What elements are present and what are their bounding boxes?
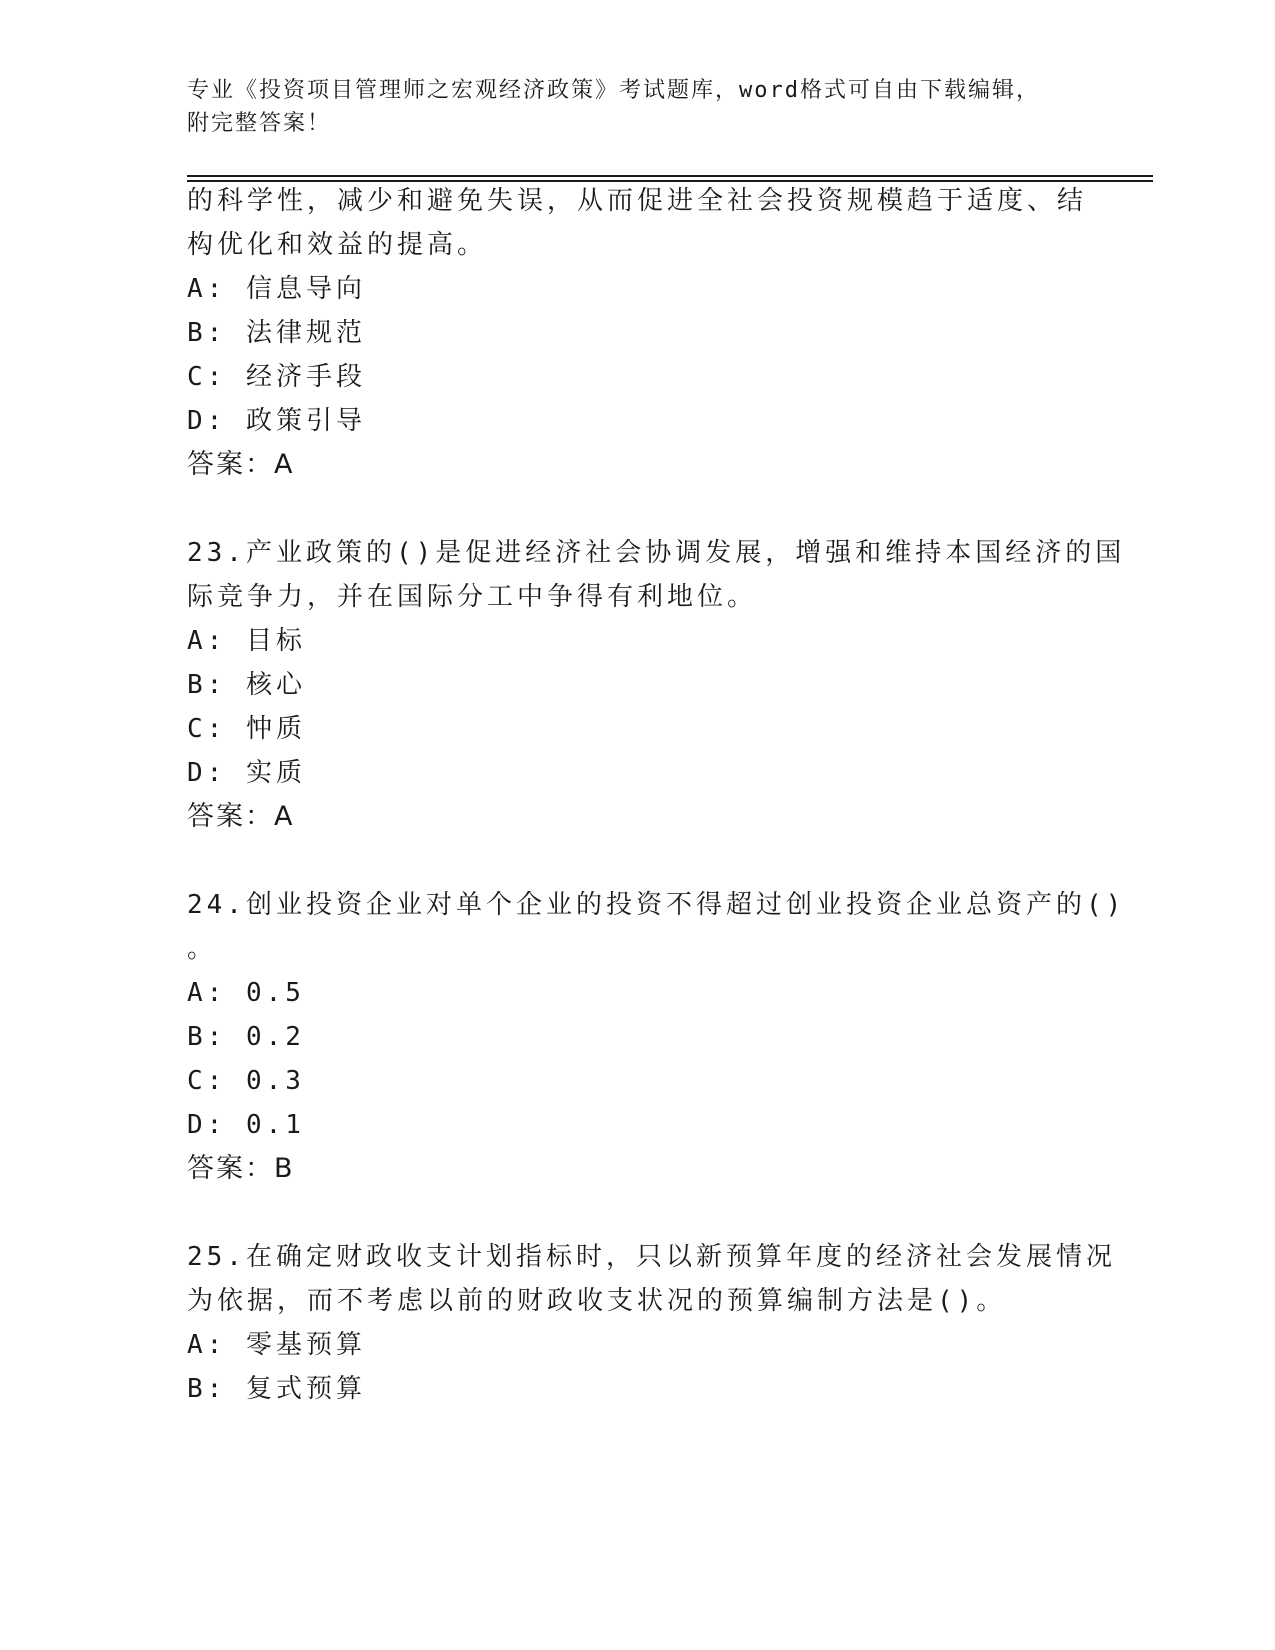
- header-divider-top: [187, 175, 1153, 177]
- option-b: B: 复式预算: [187, 1374, 366, 1404]
- option-d: D: 实质: [187, 758, 306, 788]
- option-d: D: 政策引导: [187, 406, 366, 436]
- option-b: B: 法律规范: [187, 318, 366, 348]
- question-stem-line: 构优化和效益的提高。: [187, 230, 488, 260]
- option-c: C: 经济手段: [187, 362, 366, 392]
- header-divider-bottom: [187, 180, 1153, 182]
- option-d: D: 0.1: [187, 1110, 305, 1140]
- option-b: B: 核心: [187, 670, 306, 700]
- answer-label: 答案：A: [187, 801, 295, 832]
- question-stem-line: 23.产业政策的()是促进经济社会协调发展，增强和维持本国经济的国: [187, 538, 1126, 568]
- question-stem-line: 25.在确定财政收支计划指标时，只以新预算年度的经济社会发展情况: [187, 1242, 1116, 1272]
- option-a: A: 零基预算: [187, 1330, 366, 1360]
- option-c: C: 0.3: [187, 1066, 305, 1096]
- answer-label: 答案：A: [187, 449, 295, 480]
- question-stem-line: 24.创业投资企业对单个企业的投资不得超过创业投资企业总资产的(): [187, 890, 1126, 920]
- answer-label: 答案：B: [187, 1153, 295, 1184]
- option-a: A: 目标: [187, 626, 306, 656]
- header-line-2: 附完整答案！: [187, 111, 332, 136]
- question-stem-line: 际竞争力，并在国际分工中争得有利地位。: [187, 582, 758, 612]
- question-stem-line: 为依据，而不考虑以前的财政收支状况的预算编制方法是()。: [187, 1286, 1007, 1316]
- option-a: A: 0.5: [187, 978, 305, 1008]
- option-c: C: 忡质: [187, 714, 306, 744]
- header-line-1: 专业《投资项目管理师之宏观经济政策》考试题库，word格式可自由下载编辑，: [187, 78, 1040, 103]
- question-stem-line: 的科学性，减少和避免失误，从而促进全社会投资规模趋于适度、结: [187, 186, 1088, 216]
- question-stem-line: 。: [187, 934, 218, 964]
- document-header: [187, 74, 1087, 140]
- option-b: B: 0.2: [187, 1022, 305, 1052]
- option-a: A: 信息导向: [187, 274, 366, 304]
